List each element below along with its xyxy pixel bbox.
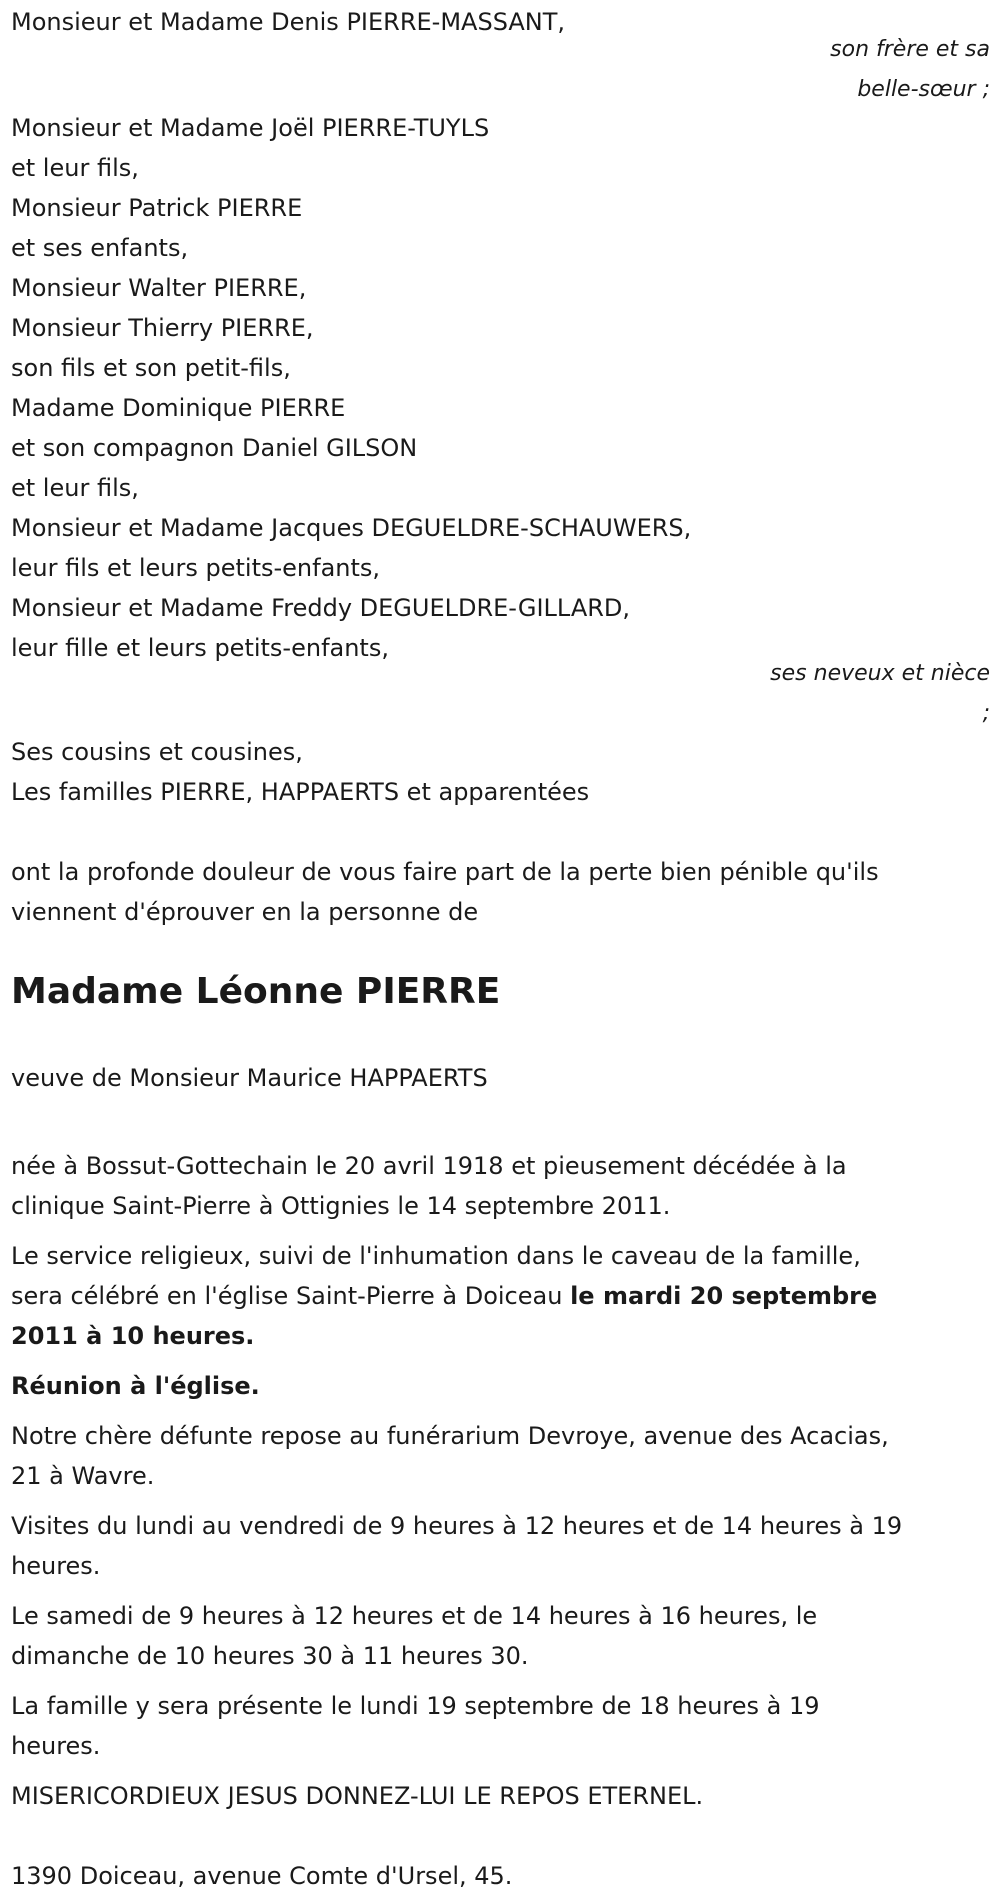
- family-line-jacques: Monsieur et Madame Jacques DEGUELDRE-SCHAUWERS,: [11, 514, 692, 542]
- family-line-freddy: Monsieur et Madame Freddy DEGUELDRE-GILLARD,: [11, 594, 631, 622]
- family-line-walter: Monsieur Walter PIERRE,: [11, 274, 307, 302]
- service-line-2-text: sera célébré en l'église Saint-Pierre à Doiceau: [11, 1282, 571, 1310]
- family-line-daniel: et son compagnon Daniel GILSON: [11, 434, 418, 462]
- announcement-line-1: ont la profonde douleur de vous faire part de la perte bien pénible qu'ils: [11, 858, 879, 886]
- family-line-jacques-children: leur fils et leurs petits-enfants,: [11, 554, 381, 582]
- family-line-patrick: Monsieur Patrick PIERRE: [11, 194, 303, 222]
- visits-line-2: heures.: [11, 1552, 101, 1580]
- relation-nephews-niece: ses neveux et nièce: [770, 661, 990, 686]
- weekend-line-1: Le samedi de 9 heures à 12 heures et de 14 heures à 16 heures, le: [11, 1602, 818, 1630]
- family-line-thierry-son: son fils et son petit-fils,: [11, 354, 291, 382]
- family-line-thierry: Monsieur Thierry PIERRE,: [11, 314, 314, 342]
- deceased-name: Madame Léonne PIERRE: [11, 971, 501, 1012]
- family-line-denis: Monsieur et Madame Denis PIERRE-MASSANT,: [11, 8, 566, 36]
- family-line-dominique-son: et leur fils,: [11, 474, 139, 502]
- family-line-families: Les familles PIERRE, HAPPAERTS et apparentées: [11, 778, 590, 806]
- family-line-dominique: Madame Dominique PIERRE: [11, 394, 346, 422]
- birth-death-line-1: née à Bossut-Gottechain le 20 avril 1918 et pieusement décédée à la: [11, 1152, 847, 1180]
- service-time: 2011 à 10 heures.: [11, 1322, 255, 1350]
- family-line-freddy-children: leur fille et leurs petits-enfants,: [11, 634, 389, 662]
- family-line-cousins: Ses cousins et cousines,: [11, 738, 303, 766]
- meeting-line: Réunion à l'église.: [11, 1372, 260, 1400]
- family-presence-line-2: heures.: [11, 1732, 101, 1760]
- announcement-line-2: viennent d'éprouver en la personne de: [11, 898, 479, 926]
- address-line: 1390 Doiceau, avenue Comte d'Ursel, 45.: [11, 1862, 513, 1890]
- relation-brother-sister-in-law: son frère et sa: [830, 37, 990, 62]
- birth-death-line-2: clinique Saint-Pierre à Ottignies le 14 septembre 2011.: [11, 1192, 671, 1220]
- relation-brother-sister-in-law-cont: belle-sœur ;: [857, 77, 990, 102]
- service-line-2: [11, 1276, 877, 1316]
- family-line-joel: Monsieur et Madame Joël PIERRE-TUYLS: [11, 114, 490, 142]
- family-line-joel-son: et leur fils,: [11, 154, 139, 182]
- relation-nephews-niece-cont: ;: [982, 701, 990, 726]
- service-line-1: Le service religieux, suivi de l'inhumation dans le caveau de la famille,: [11, 1242, 861, 1270]
- family-presence-line-1: La famille y sera présente le lundi 19 septembre de 18 heures à 19: [11, 1692, 820, 1720]
- prayer-line: MISERICORDIEUX JESUS DONNEZ-LUI LE REPOS ETERNEL.: [11, 1782, 704, 1810]
- rest-line-1: Notre chère défunte repose au funérarium Devroye, avenue des Acacias,: [11, 1422, 889, 1450]
- visits-line-1: Visites du lundi au vendredi de 9 heures à 12 heures et de 14 heures à 19: [11, 1512, 903, 1540]
- family-line-patrick-children: et ses enfants,: [11, 234, 189, 262]
- rest-line-2: 21 à Wavre.: [11, 1462, 155, 1490]
- weekend-line-2: dimanche de 10 heures 30 à 11 heures 30.: [11, 1642, 529, 1670]
- service-date: le mardi 20 septembre: [570, 1282, 878, 1310]
- widow-line: veuve de Monsieur Maurice HAPPAERTS: [11, 1064, 488, 1092]
